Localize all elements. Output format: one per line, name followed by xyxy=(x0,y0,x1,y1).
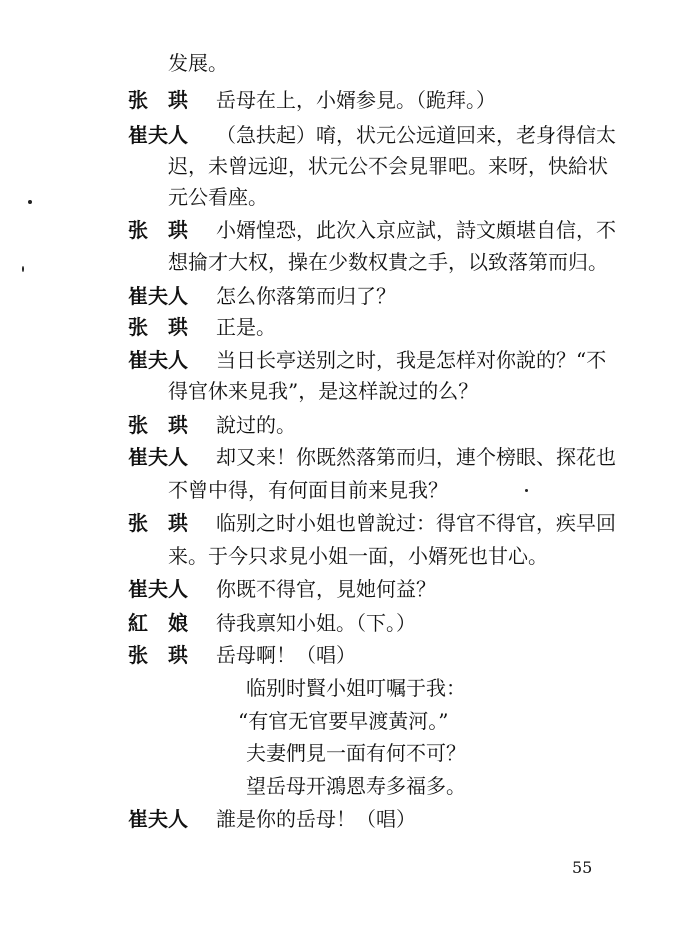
line-text: 岳母啊！（唱） xyxy=(216,643,356,667)
speaker-name: 崔夫人 xyxy=(128,577,188,601)
page-number: 55 xyxy=(572,858,593,877)
speaker-name: 张 珙 xyxy=(128,218,188,242)
line-text: 說过的。 xyxy=(216,413,296,437)
speaker-name: 紅 娘 xyxy=(128,611,188,635)
speaker-name: 张 珙 xyxy=(128,643,188,667)
speaker-name: 崔夫人 xyxy=(128,348,188,372)
scan-speck xyxy=(22,266,24,272)
speaker-name: 崔夫人 xyxy=(128,123,188,147)
line-text: 想掄才大权，操在少数权貴之手，以致落第而归。 xyxy=(168,250,608,274)
scan-speck xyxy=(28,200,32,204)
line-text: 待我禀知小姐。（下。） xyxy=(216,611,416,635)
line-text: 不曾中得，有何面目前来見我？ xyxy=(168,478,448,502)
line-text: 元公看座。 xyxy=(168,185,268,209)
line-text: 望岳母开鴻恩寿多福多。 xyxy=(246,774,466,798)
line-text: “有官无官要早渡黃河。” xyxy=(238,709,449,733)
line-text: 小婿惶恐，此次入京应試，詩文頗堪自信，不 xyxy=(216,218,616,242)
line-text: 岳母在上，小婿参見。（跪拜。） xyxy=(216,88,496,112)
speaker-name: 崔夫人 xyxy=(128,284,188,308)
line-text: 正是。 xyxy=(216,315,276,339)
line-text: 却又来！你既然落第而归，連个榜眼、探花也 xyxy=(216,445,616,469)
speaker-name: 张 珙 xyxy=(128,511,188,535)
line-text: 临别之时小姐也曾說过：得官不得官，疾早回 xyxy=(216,511,616,535)
speaker-name: 崔夫人 xyxy=(128,445,188,469)
line-text: （急扶起）唷，状元公远道回来，老身得信太 xyxy=(216,123,616,147)
line-text: 怎么你落第而归了？ xyxy=(216,284,396,308)
scan-speck xyxy=(525,489,528,492)
line-text: 发展。 xyxy=(168,51,228,75)
speaker-name: 张 珙 xyxy=(128,413,188,437)
line-text: 夫妻們見一面有何不可？ xyxy=(246,741,466,765)
line-text: 迟，未曾远迎，状元公不会見罪吧。来呀，快給状 xyxy=(168,154,608,178)
line-text: 当日长亭送别之时，我是怎样对你說的？“不 xyxy=(216,348,607,372)
speaker-name: 张 珙 xyxy=(128,88,188,112)
line-text: 誰是你的岳母！（唱） xyxy=(216,807,416,831)
line-text: 来。于今只求見小姐一面，小婿死也甘心。 xyxy=(168,544,548,568)
speaker-name: 张 珙 xyxy=(128,315,188,339)
line-text: 你既不得官，見她何益？ xyxy=(216,577,436,601)
line-text: 临别时賢小姐叮嘱于我： xyxy=(246,676,466,700)
speaker-name: 崔夫人 xyxy=(128,807,188,831)
line-text: 得官休来見我”，是这样說过的么？ xyxy=(168,379,479,403)
